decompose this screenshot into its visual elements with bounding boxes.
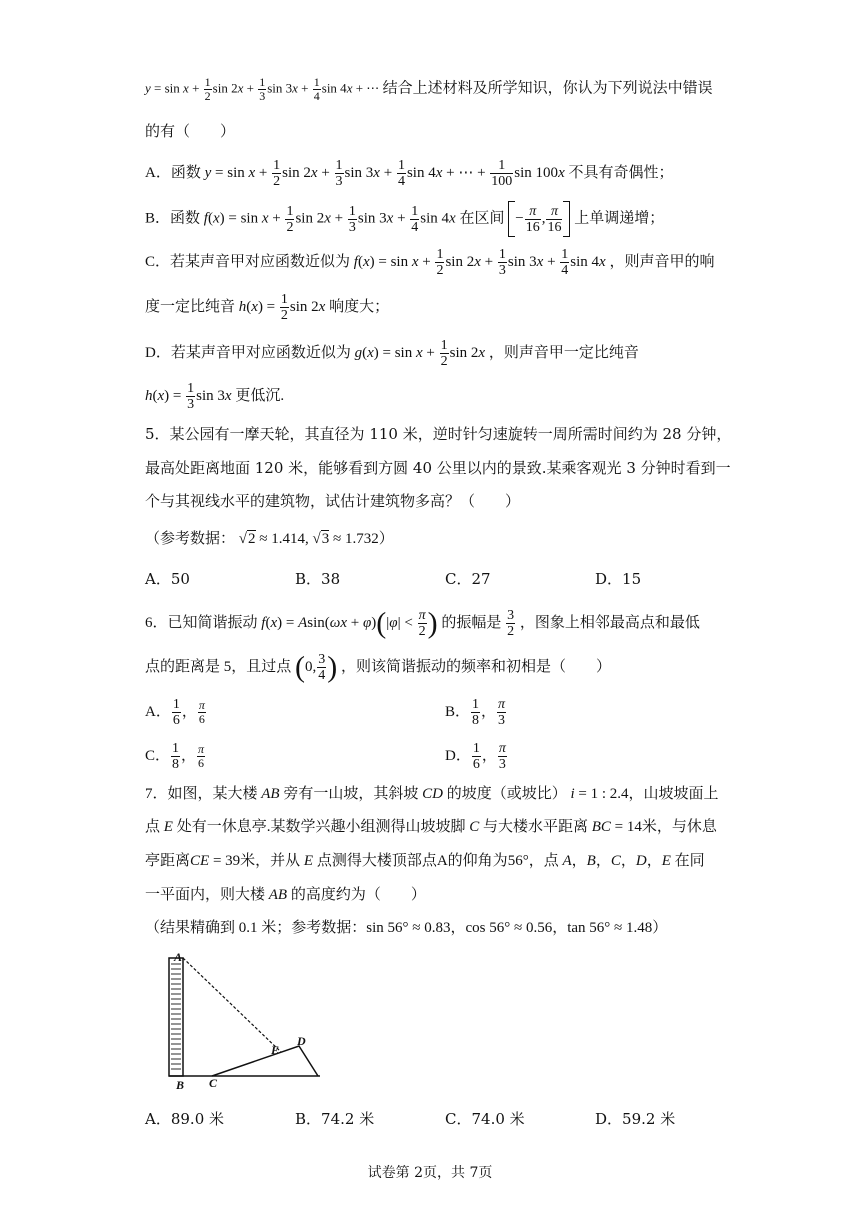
q7-reference: （结果精确到 0.1 米；参考数据：sin 56° ≈ 0.83，cos 56° ≈ 0.56，tan 56° ≈ 1.48） (145, 920, 668, 936)
sight-line (183, 958, 281, 1052)
building-windows (171, 964, 181, 1069)
label-c: C (209, 1076, 218, 1090)
q6-option-a: A． $\frac{1}{6}$ ， $\frac{\pi}{6}$ (145, 697, 205, 728)
q7-option-d: D．59.2 米 (595, 1110, 676, 1128)
q5-line-2: 最高处距离地面 120 米，能够看到方圆 40 公里以内的景致.某乘客观光 3 分钟时看到一 (145, 459, 731, 477)
q7-option-a: A．89.0 米 (145, 1110, 224, 1128)
label-e: E (271, 1043, 280, 1057)
q5-option-d: D．15 (595, 570, 642, 588)
label-d: D (297, 1034, 306, 1048)
q5-line-1: 5．某公园有一摩天轮，其直径为 110 米，逆时针匀速旋转一周所需时间约为 28 分钟， (145, 425, 732, 443)
building (169, 958, 183, 1076)
q7-figure (160, 950, 340, 1090)
q7-option-b: B．74.2 米 (295, 1110, 375, 1128)
q7-line-4: 一平面内，则大楼 AB 的高度约为（ ） (145, 887, 426, 903)
q5-line-3: 个与其视线水平的建筑物，试估计建筑物多高？（ ） (145, 492, 521, 510)
q6-line-1: 6．已知简谐振动 f(x) = Asin(ωx + φ)(|φ| < $\frac{\pi}{2}$ ) 的振幅是 $\frac{3}{2}$ ，图象上相邻最高点和最低 (145, 606, 700, 640)
q7-line-2: 点 E 处有一休息亭.某数学兴趣小组测得山坡坡脚 C 与大楼水平距离 BC = 14米，与休息 (145, 819, 717, 835)
q7-line-1: 7．如图，某大楼 AB 旁有一山坡，其斜坡 CD 的坡度（或坡比） i = 1 : 2.4，山坡坡面上 (145, 786, 719, 802)
page-footer: 试卷第 2页，共 7页 (367, 1165, 493, 1181)
q6-option-c: C． $\frac{1}{8}$ ， $\frac{\pi}{6}$ (145, 741, 205, 772)
q4-option-c: C．若某声音甲对应函数近似为 f(x) = sin x + $\frac{1}{2}$ sin 2x + $\frac{1}{3}$ sin 3x + $\frac{1}{4}$ sin 4x ，则声音甲的响 (145, 247, 715, 278)
q5-reference: （参考数据： √2 ≈ 1.414, √3 ≈ 1.732） (145, 531, 394, 547)
q6-option-d: D． $\frac{1}{6}$ ， $\frac{\pi}{3}$ (445, 741, 506, 772)
q6-line-2: 点的距离是 5，且过点 (0, $\frac{3}{4}$ ) ，则该简谐振动的频率和初相是（ ） (145, 650, 612, 684)
intro-line: y = sin x + $\frac{1}{2}$ sin 2x + $\frac{1}{3}$ sin 3x + $\frac{1}{4}$ sin 4x + ⋯ 结合上述材料及所学知识，你认为下列说法中错误 (145, 75, 713, 103)
q4-option-d: D．若某声音甲对应函数近似为 g(x) = sin x + $\frac{1}{2}$ sin 2x ，则声音甲一定比纯音 (145, 338, 639, 369)
intro-line-2: 的有（ ） (145, 122, 236, 140)
label-a: A (174, 950, 183, 964)
q5-option-c: C．27 (445, 570, 491, 588)
q4-option-b: B．函数 f(x) = sin x + $\frac{1}{2}$ sin 2x + $\frac{1}{3}$ sin 3x + $\frac{1}{4}$ sin 4x 在区间 − $\frac{\pi}{16}$ , $\frac{\pi}{16}$ 上单调递增； (145, 201, 664, 237)
q4-option-a: A．函数 y = sin x + $\frac{1}{2}$ sin 2x + $\frac{1}{3}$ sin 3x + $\frac{1}{4}$ sin 4x + ⋯ + $\frac{1}{100}$ sin 100x 不具有奇偶性； (145, 158, 674, 189)
q5-option-a: A．50 (145, 570, 190, 588)
q6-option-b: B． $\frac{1}{8}$ ， $\frac{\pi}{3}$ (445, 697, 506, 728)
slope (212, 1046, 318, 1076)
q4-option-d-line2: h(x) = $\frac{1}{3}$ sin 3x 更低沉. (145, 381, 285, 412)
label-b: B (176, 1078, 185, 1090)
q7-line-3: 亭距离CE = 39米，并从 E 点测得大楼顶部点A的仰角为56°，点 A，B，C，D，E 在同 (145, 853, 705, 869)
q7-option-c: C．74.0 米 (445, 1110, 525, 1128)
q5-option-b: B．38 (295, 570, 341, 588)
q4-option-c-line2: 度一定比纯音 h(x) = $\frac{1}{2}$ sin 2x 响度大； (145, 292, 390, 323)
